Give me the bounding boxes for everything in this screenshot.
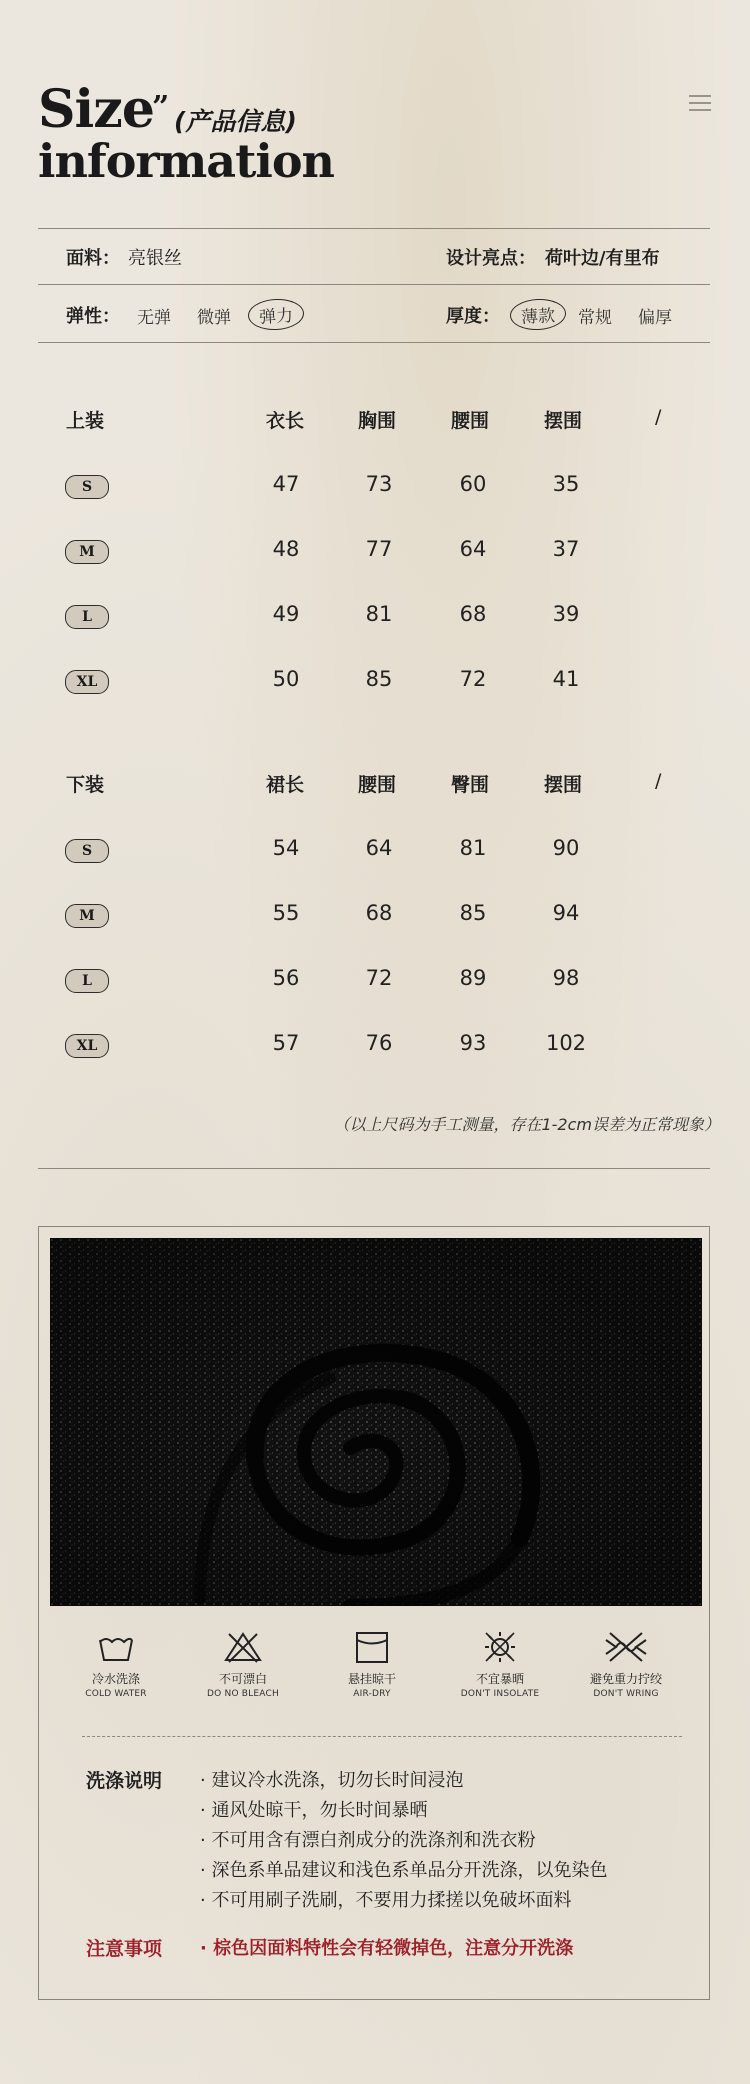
table-row xyxy=(38,836,710,866)
size-badge: L xyxy=(65,605,109,629)
table-cell: 81 xyxy=(459,836,487,860)
table-cell: 90 xyxy=(552,836,580,860)
size-badge: XL xyxy=(65,670,109,694)
no-sun-icon xyxy=(480,1630,520,1664)
table-cell: 68 xyxy=(365,901,393,925)
column-header: / xyxy=(655,770,662,792)
table-row xyxy=(38,667,710,697)
table-cell: 49 xyxy=(272,602,300,626)
table-cell: 72 xyxy=(365,966,393,990)
table-cell: 39 xyxy=(552,602,580,626)
table-cell: 48 xyxy=(272,537,300,561)
care-label-en: DON'T INSOLATE xyxy=(460,1689,540,1699)
table-cell: 60 xyxy=(459,472,487,496)
thickness-option: 常规 xyxy=(578,308,612,328)
table-row xyxy=(38,901,710,931)
title-quote-mark: ” xyxy=(152,90,170,125)
table-cell: 50 xyxy=(272,667,300,691)
menu-icon[interactable] xyxy=(689,95,711,111)
cold-wash-icon xyxy=(96,1630,136,1664)
table-cell: 73 xyxy=(365,472,393,496)
design-value: 荷叶边/有里布 xyxy=(545,248,660,269)
column-header: 腰围 xyxy=(358,774,397,796)
care-label-en: DO NO BLEACH xyxy=(207,1689,279,1699)
size-badge: L xyxy=(65,969,109,993)
table-cell: 68 xyxy=(459,602,487,626)
column-header: 摆围 xyxy=(544,410,583,432)
table-cell: 89 xyxy=(459,966,487,990)
divider xyxy=(38,1168,710,1169)
table-cell: 54 xyxy=(272,836,300,860)
no-bleach-icon xyxy=(223,1630,263,1664)
table-cell: 64 xyxy=(459,537,487,561)
care-item-cold-wash xyxy=(56,1630,176,1699)
hang-dry-icon xyxy=(352,1630,392,1664)
list-item: · 建议冷水洗涤，切勿长时间浸泡 xyxy=(200,1766,607,1796)
table-cell: 81 xyxy=(365,602,393,626)
table-cell: 93 xyxy=(459,1031,487,1055)
table-cell: 35 xyxy=(552,472,580,496)
table-cell: 56 xyxy=(272,966,300,990)
size-badge: M xyxy=(65,904,109,928)
care-item-no-wring xyxy=(566,1630,686,1699)
dashed-divider xyxy=(82,1736,682,1737)
column-header: 裙长 xyxy=(266,774,305,796)
thickness-label: 厚度： xyxy=(446,306,500,327)
care-label-en: COLD WATER xyxy=(85,1689,147,1699)
bottom-section-label: 下装 xyxy=(66,774,105,796)
fabric-row xyxy=(38,228,710,284)
list-item: · 通风处晾干，勿长时间暴晒 xyxy=(200,1796,607,1826)
thickness-option-selected: 薄款 xyxy=(509,298,567,332)
size-badge: M xyxy=(65,540,109,564)
fabric-photo xyxy=(50,1238,702,1606)
table-row xyxy=(38,537,710,567)
thickness-option: 偏厚 xyxy=(638,308,672,328)
divider xyxy=(38,342,710,343)
measurement-note: （以上尺码为手工测量，存在1-2cm误差为正常现象） xyxy=(333,1115,720,1134)
table-cell: 85 xyxy=(365,667,393,691)
care-label: 不宜暴晒 xyxy=(475,1672,524,1686)
fabric-value: 亮银丝 xyxy=(128,248,182,269)
attributes-row xyxy=(38,284,710,340)
care-label-en: DON'T WRING xyxy=(593,1689,659,1699)
table-row xyxy=(38,602,710,632)
elasticity-option-selected: 弹力 xyxy=(247,298,305,332)
care-label-en: AIR-DRY xyxy=(353,1689,391,1699)
column-header: 臀围 xyxy=(451,774,490,796)
elasticity-label: 弹性： xyxy=(66,306,120,327)
column-header: / xyxy=(655,406,662,428)
table-cell: 85 xyxy=(459,901,487,925)
care-label: 不可漂白 xyxy=(218,1672,267,1686)
table-cell: 102 xyxy=(545,1031,587,1055)
table-cell: 37 xyxy=(552,537,580,561)
table-cell: 98 xyxy=(552,966,580,990)
elasticity-option: 无弹 xyxy=(137,308,171,328)
size-badge: S xyxy=(65,839,109,863)
table-row xyxy=(38,472,710,502)
table-cell: 76 xyxy=(365,1031,393,1055)
attention-text: · 棕色因面料特性会有轻微掉色，注意分开洗涤 xyxy=(200,1934,573,1960)
table-cell: 64 xyxy=(365,836,393,860)
size-badge: XL xyxy=(65,1034,109,1058)
wash-instructions-list xyxy=(200,1766,607,1916)
table-cell: 77 xyxy=(365,537,393,561)
table-cell: 94 xyxy=(552,901,580,925)
title-chinese: (产品信息) xyxy=(174,107,297,136)
care-label: 悬挂晾干 xyxy=(347,1672,396,1686)
care-item-no-sun xyxy=(440,1630,560,1699)
column-header: 胸围 xyxy=(358,410,397,432)
care-label: 冷水洗涤 xyxy=(91,1672,140,1686)
list-item: · 不可用刷子洗刷，不要用力揉搓以免破坏面料 xyxy=(200,1886,607,1916)
no-wring-icon xyxy=(602,1630,650,1664)
wash-instructions-title: 洗涤说明 xyxy=(86,1770,163,1792)
care-label: 避免重力拧绞 xyxy=(589,1672,662,1686)
table-cell: 57 xyxy=(272,1031,300,1055)
care-icons xyxy=(50,1630,702,1720)
table-row xyxy=(38,1031,710,1061)
list-item: · 深色系单品建议和浅色系单品分开洗涤，以免染色 xyxy=(200,1856,607,1886)
list-item: · 不可用含有漂白剂成分的洗涤剂和洗衣粉 xyxy=(200,1826,607,1856)
title-size: Size xyxy=(38,79,154,140)
table-cell: 55 xyxy=(272,901,300,925)
table-row xyxy=(38,966,710,996)
attention-title: 注意事项 xyxy=(86,1938,163,1960)
column-header: 腰围 xyxy=(451,410,490,432)
top-section-label: 上装 xyxy=(66,410,105,432)
table-cell: 72 xyxy=(459,667,487,691)
care-item-hang-dry xyxy=(312,1630,432,1699)
table-cell: 41 xyxy=(552,667,580,691)
column-header: 摆围 xyxy=(544,774,583,796)
title-information: information xyxy=(38,134,334,188)
table-cell: 47 xyxy=(272,472,300,496)
elasticity-option: 微弹 xyxy=(197,308,231,328)
care-item-no-bleach xyxy=(183,1630,303,1699)
column-header: 衣长 xyxy=(266,410,305,432)
size-badge: S xyxy=(65,475,109,499)
design-label: 设计亮点： xyxy=(446,248,536,269)
fabric-label: 面料： xyxy=(66,248,120,269)
